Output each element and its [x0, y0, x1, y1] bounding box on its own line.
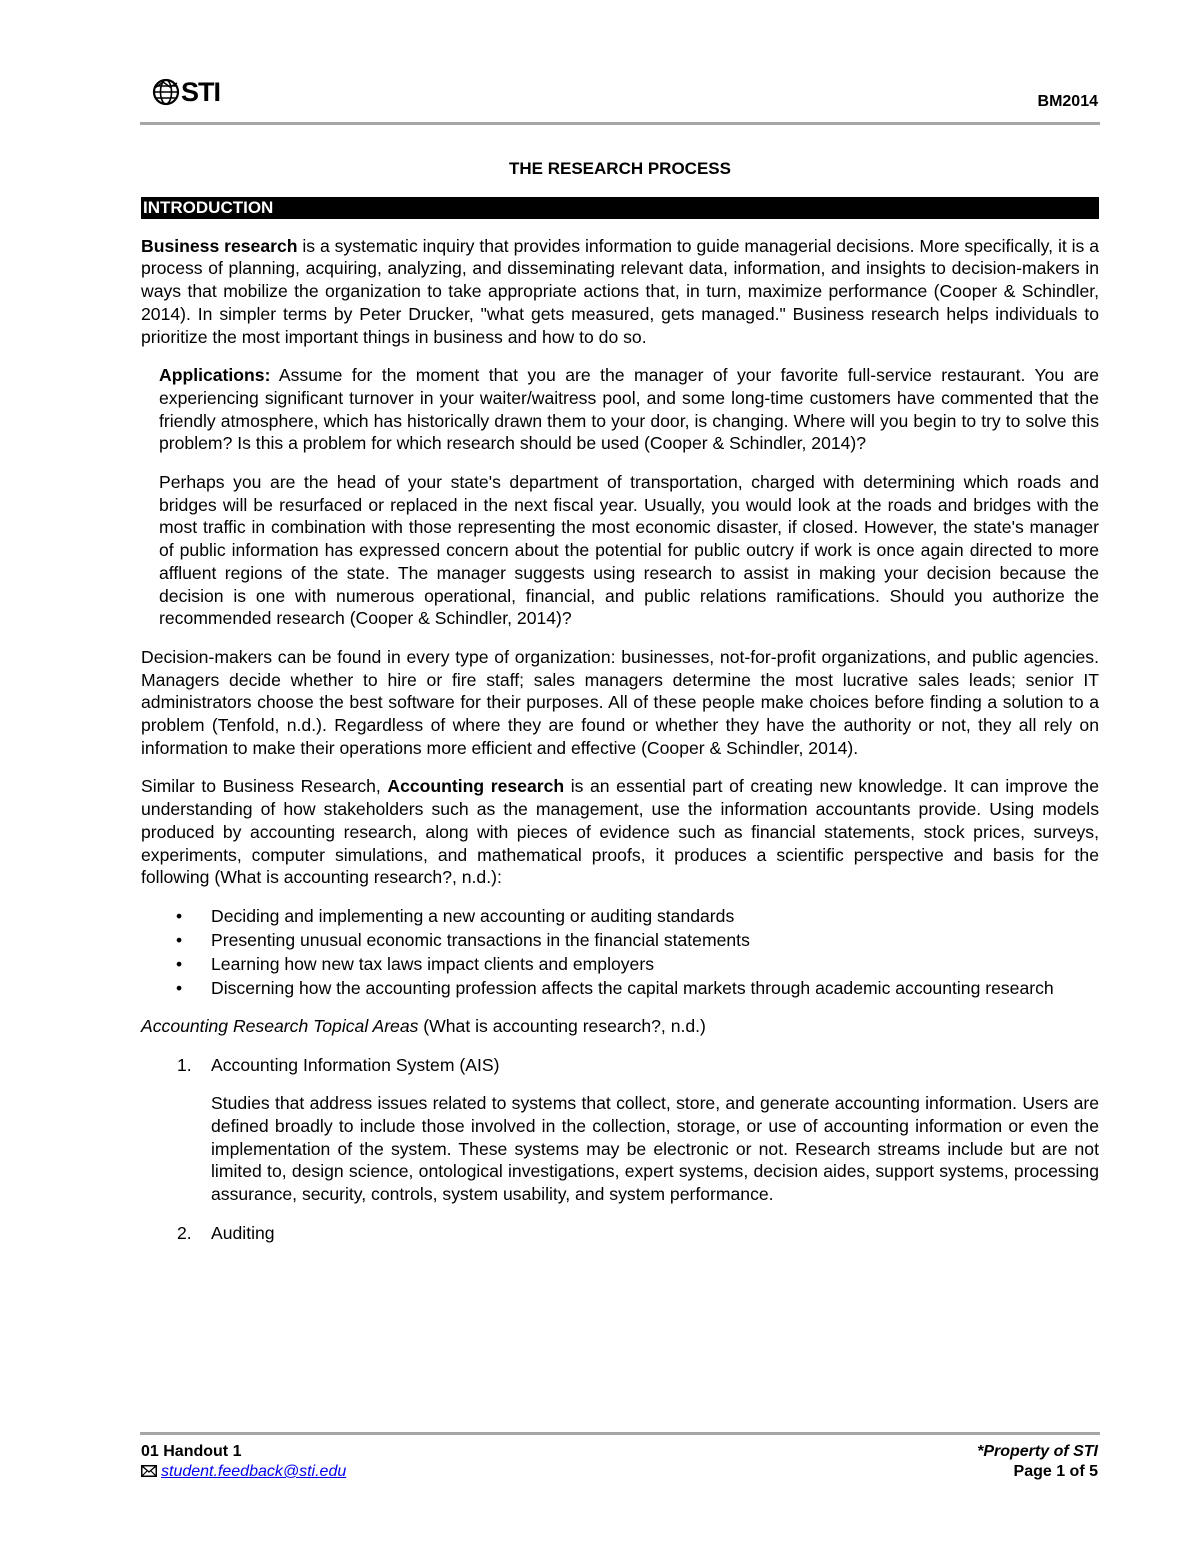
topics-list — [141, 1054, 1099, 1245]
sti-logo — [152, 76, 220, 108]
header-rule — [140, 122, 1100, 125]
page-number: Page 1 of 5 — [1013, 1463, 1098, 1480]
document-title: THE RESEARCH PROCESS — [509, 159, 731, 178]
handout-label: 01 Handout 1 — [141, 1443, 242, 1460]
property-notice: *Property of STI — [977, 1443, 1098, 1460]
list-number: 1. — [177, 1054, 192, 1075]
bullet-icon: • — [176, 930, 183, 951]
bullet-list — [141, 905, 1099, 1000]
list-item — [141, 1222, 1099, 1245]
section-heading: INTRODUCTION — [141, 197, 1099, 219]
globe-icon — [152, 78, 180, 106]
list-item — [141, 1054, 1099, 1206]
paragraph-business-research — [141, 235, 1099, 349]
paragraph-text: Assume for the moment that you are the manager of your favorite full-service restaurant. You are experiencing significant turnover in your waiter/waitress pool, and some long-time customers have commented that the friendly atmosphere, which has historically drawn them to your door, is changing. Where will you begin to try to solve this problem? Is this a problem for which research should be used (Cooper & Schindler, 2014)? — [159, 365, 1099, 454]
paragraph-text: is a systematic inquiry that provides information to guide managerial decisions. More specifically, it is a process of planning, acquiring, analyzing, and disseminating relevant data, information, and insights to decision-makers in ways that mobilize the organization to take appropriate actions that, in turn, maximize performance (Cooper & Schindler, 2014). In simpler terms by Peter Drucker, "what gets measured, gets managed." Business research helps individuals to prioritize the most important things in business and how to do so. — [141, 235, 1100, 347]
list-number: 2. — [177, 1222, 192, 1243]
list-item: • Presenting unusual economic transactions in the financial statements — [176, 930, 750, 951]
topic-title: Accounting Information System (AIS) — [211, 1054, 500, 1075]
list-item: • Deciding and implementing a new accounting or auditing standards — [176, 905, 735, 926]
logo-text: STI — [181, 77, 221, 107]
label-applications: Applications: — [159, 365, 271, 386]
term-business-research: Business research — [141, 235, 298, 256]
feedback-line — [141, 1462, 346, 1482]
paragraph-transportation: Perhaps you are the head of your state's department of transportation, charged with determining which roads and bridges will be resurfaced or replaced in the next fiscal year. Usually, you would look at the roads and bridges with the most traffic in combination with those representing the most economic disaster, if closed. However, the state's manager of public information has expressed concern about the potential for public outcry if work is once again directed to more affluent regions of the state. The manager suggests using research to assist in making your decision because the decision is one with numerous operational, financial, and public relations ramifications. Should you authorize the recommended research (Cooper & Schindler, 2014)? — [159, 472, 1099, 629]
topic-title: Auditing — [211, 1222, 275, 1243]
topic-description: Studies that address issues related to systems that collect, store, and generate accounting information. Users are defined broadly to include those involved in the collection, storage, or use of accounting information or even the implementation of the system. These systems may be electronic or not. Research streams include but are not limited to, design science, ontological investigations, expert systems, decision aides, support systems, processing assurance, security, controls, system usability, and system performance. — [211, 1093, 1099, 1205]
feedback-email-link[interactable]: student.feedback@sti.edu — [161, 1463, 347, 1480]
paragraph-applications — [159, 364, 1099, 455]
paragraph-text: Similar to Business Research, — [141, 776, 388, 797]
topical-areas-title: Accounting Research Topical Areas — [141, 1015, 419, 1036]
term-accounting-research: Accounting research — [387, 776, 565, 797]
course-code: BM2014 — [1037, 93, 1098, 110]
list-item: • Learning how new tax laws impact clients and employers — [176, 954, 654, 975]
bullet-icon: • — [176, 954, 183, 975]
paragraph-text: is an essential part of creating new knowledge. It can improve the understanding of how stakeholders such as the management, use the information accountants provide. Using models produced by accounting research, along with pieces of evidence such as financial statements, stock prices, surveys, experiments, computer simulations, and mathematical proofs, it produces a scientific perspective and basis for the following (What is accounting research?, n.d.): — [141, 776, 1099, 888]
envelope-icon — [141, 1465, 157, 1477]
footer-rule — [140, 1432, 1100, 1435]
footer-right — [977, 1442, 1098, 1482]
paragraph-decision-makers: Decision-makers can be found in every type of organization: businesses, not-for-profit organizations, and public agencies. Managers decide whether to hire or fire staff; sales managers determine the most lucrative sales leads; senior IT administrators choose the best software for their purposes. All of these people make choices before finding a solution to a problem (Tenfold, n.d.). Regardless of where they are found or whether they have the authority or not, they all rely on information to make their operations more efficient and effective (Cooper & Schindler, 2014). — [141, 646, 1099, 758]
document-body — [141, 158, 1099, 1261]
list-item: • Discerning how the accounting profession affects the capital markets through academic accounting research — [176, 978, 1054, 999]
bullet-icon: • — [176, 978, 183, 999]
bullet-icon: • — [176, 905, 183, 926]
footer-left — [141, 1442, 346, 1482]
topical-areas-heading: Accounting Research Topical Areas (What is accounting research?, n.d.) — [141, 1015, 706, 1036]
paragraph-accounting-research — [141, 775, 1099, 889]
